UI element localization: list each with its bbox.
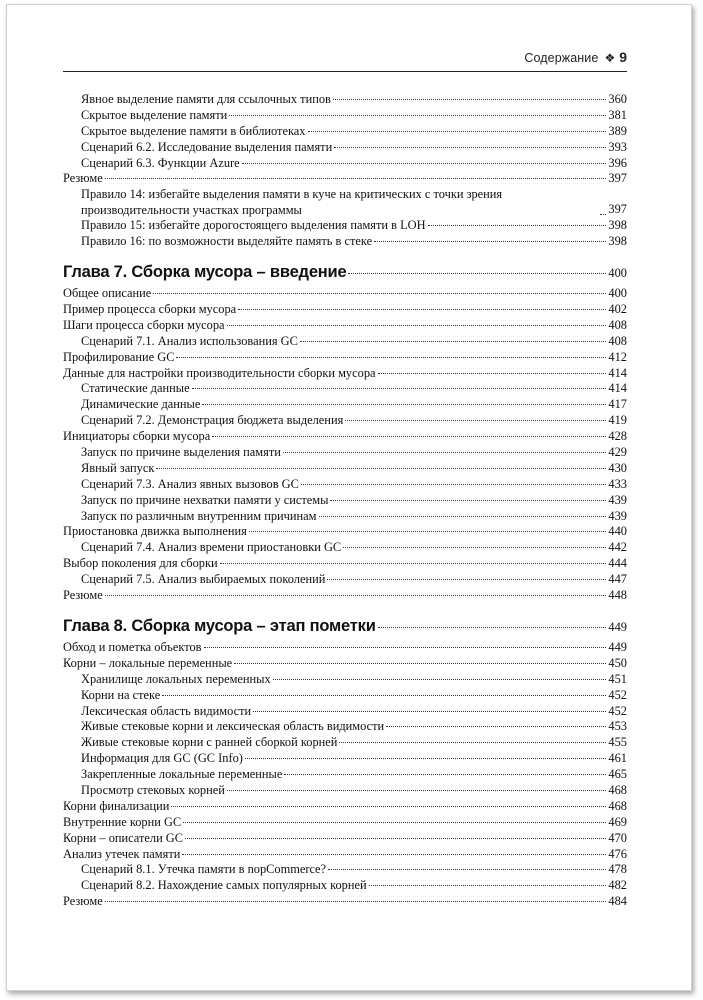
toc-entry-title: Сценарий 7.5. Анализ выбираемых поколений bbox=[81, 572, 326, 587]
toc-entry-title: Запуск по причине выделения памяти bbox=[81, 445, 281, 460]
toc-page-number: 482 bbox=[608, 878, 627, 893]
toc-entry-title: Запуск по причине нехватки памяти у системы bbox=[81, 492, 329, 507]
toc-entry-title: Явный запуск bbox=[81, 460, 155, 475]
toc-entry-row bbox=[63, 334, 627, 350]
toc-entry-row bbox=[63, 187, 627, 218]
toc-entry-row bbox=[63, 397, 627, 413]
toc-entry-row bbox=[63, 493, 627, 509]
toc-entry-row bbox=[63, 445, 627, 461]
toc-entry-title: Правило 14: избегайте выделения памяти в куче на критических с точки зрения производительности участках программы bbox=[81, 187, 503, 217]
dot-leader bbox=[227, 325, 607, 326]
dot-leader bbox=[308, 131, 607, 132]
toc-entry-title: Статические данные bbox=[81, 381, 190, 396]
toc-entry-title: Скрытое выделение памяти bbox=[81, 107, 228, 122]
toc-entry-title: Приостановка движка выполнения bbox=[63, 524, 247, 539]
toc-page-number: 451 bbox=[608, 671, 627, 686]
toc-entry-title: Корни – описатели GC bbox=[63, 830, 184, 845]
dot-leader bbox=[105, 595, 607, 596]
dot-leader bbox=[386, 726, 606, 727]
toc-entry-title: Резюме bbox=[63, 588, 103, 603]
dot-leader bbox=[369, 885, 607, 886]
toc-entry-title: Сценарий 8.1. Утечка памяти в nopCommerce? bbox=[81, 862, 327, 877]
toc-page-number: 484 bbox=[608, 894, 627, 909]
chapter-title: Глава 8. Сборка мусора – этап пометки bbox=[63, 616, 376, 635]
toc-page-number: 396 bbox=[608, 155, 627, 170]
toc-entry-row bbox=[63, 672, 627, 688]
toc-entry-row bbox=[63, 108, 627, 124]
toc-entry-row bbox=[63, 524, 627, 540]
toc-page-number: 419 bbox=[608, 413, 627, 428]
toc-page-number: 468 bbox=[608, 782, 627, 797]
toc-page-number: 429 bbox=[608, 445, 627, 460]
chapter-title: Глава 7. Сборка мусора – введение bbox=[63, 263, 347, 282]
toc-entry-title: Живые стековые корни и лексическая область видимости bbox=[81, 719, 385, 734]
toc-page-number: 468 bbox=[608, 798, 627, 813]
toc-page-number: 465 bbox=[608, 767, 627, 782]
dot-leader bbox=[283, 452, 607, 453]
toc-entry-title: Анализ утечек памяти bbox=[63, 846, 181, 861]
dot-leader bbox=[182, 854, 606, 855]
toc-entry-row bbox=[63, 878, 627, 894]
toc-entry-title: Резюме bbox=[63, 171, 103, 186]
toc-entry-row bbox=[63, 540, 627, 556]
toc-page-number: 449 bbox=[608, 619, 627, 634]
toc-entry-title: Просмотр стековых корней bbox=[81, 782, 225, 797]
toc-entry-row bbox=[63, 799, 627, 815]
toc-entry-title: Общее описание bbox=[63, 286, 152, 301]
dot-leader bbox=[339, 742, 606, 743]
toc-page-number: 428 bbox=[608, 429, 627, 444]
toc-entry-title: Информация для GC (GC Info) bbox=[81, 751, 243, 766]
toc-page-number: 400 bbox=[608, 266, 627, 281]
toc-entry-title: Правило 16: по возможности выделяйте память в стеке bbox=[81, 234, 373, 249]
toc-page-number: 470 bbox=[608, 830, 627, 845]
table-of-contents bbox=[63, 92, 627, 910]
toc-entry-row bbox=[63, 92, 627, 108]
header-page-number: 9 bbox=[619, 49, 627, 65]
dot-leader bbox=[343, 547, 606, 548]
toc-entry-title: Корни – локальные переменные bbox=[63, 655, 233, 670]
toc-entry-row bbox=[63, 350, 627, 366]
toc-entry-title: Динамические данные bbox=[81, 397, 201, 412]
toc-page-number: 408 bbox=[608, 317, 627, 332]
toc-entry-row bbox=[63, 429, 627, 445]
toc-page-number: 433 bbox=[608, 476, 627, 491]
dot-leader bbox=[229, 115, 606, 116]
toc-page-number: 397 bbox=[608, 202, 627, 217]
dot-leader bbox=[162, 695, 606, 696]
dot-leader bbox=[333, 99, 607, 100]
toc-entry-row bbox=[63, 704, 627, 720]
toc-entry-title: Сценарий 7.3. Анализ явных вызовов GC bbox=[81, 476, 299, 491]
dot-leader bbox=[348, 273, 606, 274]
toc-entry-row bbox=[63, 572, 627, 588]
dot-leader bbox=[242, 163, 607, 164]
toc-page-number: 400 bbox=[608, 286, 627, 301]
toc-page-number: 393 bbox=[608, 139, 627, 154]
dot-leader bbox=[301, 484, 607, 485]
toc-entry-row bbox=[63, 218, 627, 234]
dot-leader bbox=[273, 679, 607, 680]
toc-entry-row bbox=[63, 124, 627, 140]
toc-page-number: 449 bbox=[608, 639, 627, 654]
toc-entry-row bbox=[63, 477, 627, 493]
dot-leader bbox=[378, 373, 607, 374]
toc-entry-title: Сценарий 8.2. Нахождение самых популярных корней bbox=[81, 878, 367, 893]
toc-page-number: 478 bbox=[608, 862, 627, 877]
dot-leader bbox=[319, 516, 607, 517]
toc-page-number: 389 bbox=[608, 123, 627, 138]
toc-page-number: 397 bbox=[608, 171, 627, 186]
toc-page-number: 452 bbox=[608, 703, 627, 718]
book-page bbox=[6, 4, 692, 991]
dot-leader bbox=[185, 838, 606, 839]
toc-page-number: 398 bbox=[608, 218, 627, 233]
ornament-icon: ❖ bbox=[604, 51, 616, 65]
toc-entry-row bbox=[63, 894, 627, 910]
toc-entry-row bbox=[63, 302, 627, 318]
dot-leader bbox=[284, 774, 606, 775]
toc-entry-row bbox=[63, 156, 627, 172]
dot-leader bbox=[253, 711, 606, 712]
dot-leader bbox=[153, 293, 606, 294]
toc-entry-title: Внутренние корни GC bbox=[63, 814, 182, 829]
toc-entry-title: Скрытое выделение памяти в библиотеках bbox=[81, 123, 306, 138]
dot-leader bbox=[334, 147, 606, 148]
toc-page-number: 412 bbox=[608, 349, 627, 364]
toc-entry-title: Закрепленные локальные переменные bbox=[81, 767, 283, 782]
dot-leader bbox=[156, 468, 606, 469]
dot-leader bbox=[238, 309, 606, 310]
toc-page-number: 476 bbox=[608, 846, 627, 861]
dot-leader bbox=[204, 647, 607, 648]
toc-page-number: 414 bbox=[608, 365, 627, 380]
toc-entry-row bbox=[63, 318, 627, 334]
toc-entry-title: Сценарий 6.2. Исследование выделения памяти bbox=[81, 139, 333, 154]
toc-page-number: 453 bbox=[608, 719, 627, 734]
toc-page-number: 381 bbox=[608, 107, 627, 122]
toc-entry-row bbox=[63, 815, 627, 831]
toc-entry-title: Лексическая область видимости bbox=[81, 703, 252, 718]
toc-entry-row bbox=[63, 234, 627, 250]
toc-page-number: 461 bbox=[608, 751, 627, 766]
toc-entry-row bbox=[63, 413, 627, 429]
toc-entry-row bbox=[63, 381, 627, 397]
running-header bbox=[63, 49, 627, 72]
toc-page-number: 439 bbox=[608, 492, 627, 507]
toc-entry-title: Корни финализации bbox=[63, 798, 170, 813]
toc-entry-row bbox=[63, 751, 627, 767]
dot-leader bbox=[428, 225, 607, 226]
toc-chapter-row bbox=[63, 615, 627, 638]
toc-entry-title: Сценарий 7.1. Анализ использования GC bbox=[81, 333, 298, 348]
dot-leader bbox=[171, 806, 606, 807]
toc-page-number: 360 bbox=[608, 92, 627, 106]
toc-entry-title: Сценарий 6.3. Функции Azure bbox=[81, 155, 240, 170]
dot-leader bbox=[212, 436, 606, 437]
toc-entry-row bbox=[63, 556, 627, 572]
toc-page-number: 402 bbox=[608, 302, 627, 317]
dot-leader bbox=[330, 500, 606, 501]
toc-page-number: 439 bbox=[608, 508, 627, 523]
dot-leader bbox=[176, 357, 606, 358]
toc-page-number: 444 bbox=[608, 556, 627, 571]
toc-entry-title: Живые стековые корни с ранней сборкой корней bbox=[81, 735, 338, 750]
toc-entry-title: Шаги процесса сборки мусора bbox=[63, 317, 225, 332]
toc-page-number: 414 bbox=[608, 381, 627, 396]
toc-page-number: 408 bbox=[608, 333, 627, 348]
dot-leader bbox=[345, 420, 606, 421]
dot-leader bbox=[374, 241, 606, 242]
toc-page-number: 452 bbox=[608, 687, 627, 702]
dot-leader bbox=[234, 663, 606, 664]
toc-entry-row bbox=[63, 783, 627, 799]
dot-leader bbox=[245, 758, 606, 759]
dot-leader bbox=[183, 822, 606, 823]
toc-entry-row bbox=[63, 862, 627, 878]
toc-entry-title: Корни на стеке bbox=[81, 687, 161, 702]
toc-entry-row bbox=[63, 640, 627, 656]
toc-page-number: 430 bbox=[608, 460, 627, 475]
toc-entry-row bbox=[63, 588, 627, 604]
toc-page-number: 447 bbox=[608, 572, 627, 587]
toc-entry-row bbox=[63, 719, 627, 735]
toc-entry-title: Сценарий 7.4. Анализ времени приостановки GC bbox=[81, 540, 342, 555]
dot-leader bbox=[105, 178, 607, 179]
header-section-title: Содержание bbox=[524, 51, 599, 65]
toc-entry-row bbox=[63, 735, 627, 751]
toc-page-number: 440 bbox=[608, 524, 627, 539]
toc-page-number: 450 bbox=[608, 655, 627, 670]
toc-entry-row bbox=[63, 140, 627, 156]
toc-entry-title: Инициаторы сборки мусора bbox=[63, 429, 211, 444]
toc-entry-row bbox=[63, 509, 627, 525]
toc-entry-title: Резюме bbox=[63, 894, 103, 909]
toc-entry-title: Правило 15: избегайте дорогостоящего выделения памяти в LOH bbox=[81, 218, 426, 233]
toc-entry-title: Пример процесса сборки мусора bbox=[63, 302, 237, 317]
dot-leader bbox=[327, 579, 606, 580]
dot-leader bbox=[328, 869, 606, 870]
toc-entry-row bbox=[63, 171, 627, 187]
toc-page-number: 448 bbox=[608, 588, 627, 603]
dot-leader bbox=[192, 388, 607, 389]
toc-entry-row bbox=[63, 286, 627, 302]
toc-entry-row bbox=[63, 461, 627, 477]
toc-entry-title: Выбор поколения для сборки bbox=[63, 556, 218, 571]
toc-page-number: 417 bbox=[608, 397, 627, 412]
dot-leader bbox=[378, 627, 607, 628]
toc-chapter-row bbox=[63, 261, 627, 284]
toc-entry-title: Профилирование GC bbox=[63, 349, 175, 364]
toc-entry-title: Данные для настройки производительности сборки мусора bbox=[63, 365, 376, 380]
dot-leader bbox=[600, 214, 606, 215]
toc-page-number: 442 bbox=[608, 540, 627, 555]
dot-leader bbox=[300, 341, 607, 342]
toc-page-number: 469 bbox=[608, 814, 627, 829]
toc-page-number: 398 bbox=[608, 234, 627, 249]
toc-entry-row bbox=[63, 847, 627, 863]
toc-entry-title: Сценарий 7.2. Демонстрация бюджета выделения bbox=[81, 413, 344, 428]
dot-leader bbox=[105, 901, 607, 902]
dot-leader bbox=[202, 404, 606, 405]
toc-entry-title: Запуск по различным внутренним причинам bbox=[81, 508, 317, 523]
dot-leader bbox=[249, 531, 607, 532]
toc-page-number: 455 bbox=[608, 735, 627, 750]
toc-entry-title: Обход и пометка объектов bbox=[63, 639, 202, 654]
toc-entry-row bbox=[63, 656, 627, 672]
toc-entry-row bbox=[63, 767, 627, 783]
toc-entry-title: Явное выделение памяти для ссылочных типов bbox=[81, 92, 331, 106]
toc-entry-title: Хранилище локальных переменных bbox=[81, 671, 271, 686]
toc-entry-row bbox=[63, 688, 627, 704]
dot-leader bbox=[220, 563, 607, 564]
toc-entry-row bbox=[63, 831, 627, 847]
toc-entry-row bbox=[63, 366, 627, 382]
dot-leader bbox=[227, 790, 607, 791]
